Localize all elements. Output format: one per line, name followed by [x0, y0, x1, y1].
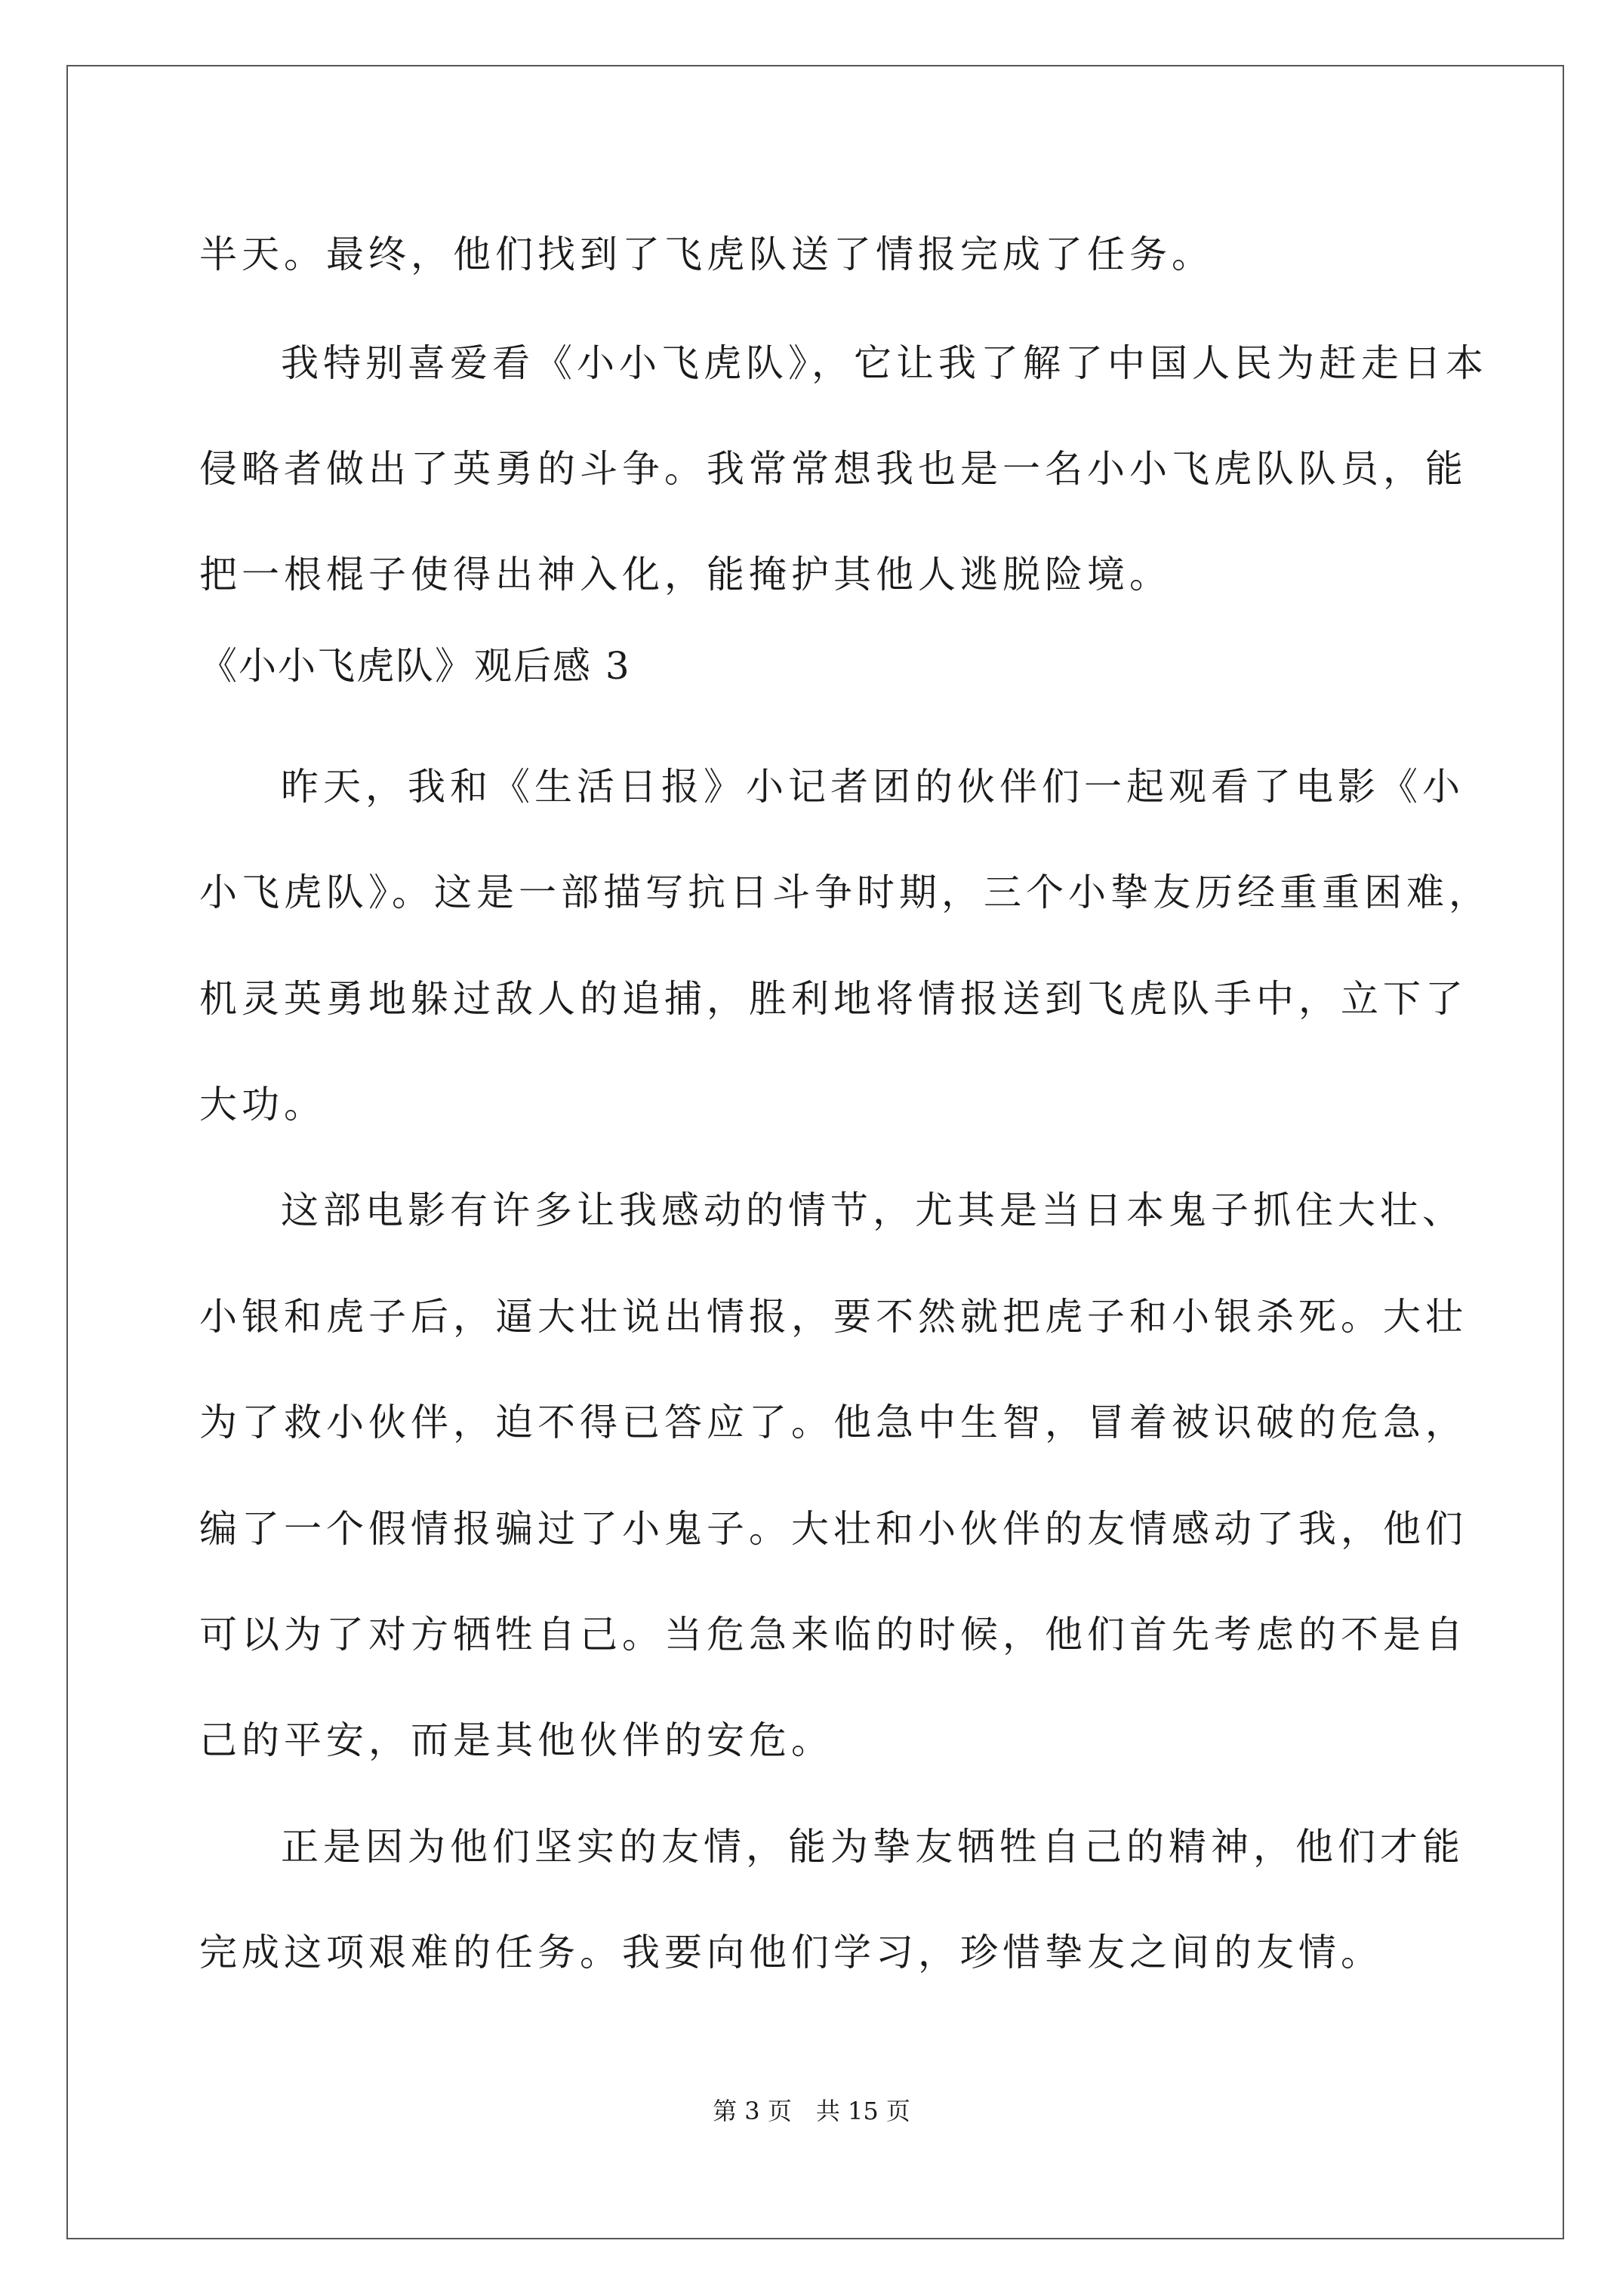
paragraph-line: 我特别喜爱看《小小飞虎队》，它让我了解了中国人民为赶走日本: [281, 341, 1488, 385]
paragraph-line: 半天。最终，他们找到了飞虎队送了情报完成了任务。: [199, 233, 1214, 276]
paragraph-line: 侵略者做出了英勇的斗争。我常常想我也是一名小小飞虎队队员，能: [199, 447, 1467, 491]
paragraph-line: 为了救小伙伴，迫不得已答应了。他急中生智，冒着被识破的危急，: [199, 1401, 1467, 1444]
paragraph-line: 己的平安，而是其他伙伴的安危。: [199, 1718, 833, 1762]
paragraph-line: 小飞虎队》。这是一部描写抗日斗争时期，三个小挚友历经重重困难，: [199, 871, 1491, 914]
paragraph-line: 完成这项艰难的任务。我要向他们学习，珍惜挚友之间的友情。: [199, 1931, 1383, 1974]
page-number: 第 3 页 共 15 页: [713, 2097, 910, 2125]
paragraph-line: 正是因为他们坚实的友情，能为挚友牺牲自己的精神，他们才能: [281, 1825, 1464, 1869]
section-heading: 《小小飞虎队》观后感 3: [199, 644, 631, 688]
paragraph-line: 把一根棍子使得出神入化，能掩护其他人逃脱险境。: [199, 553, 1172, 596]
paragraph-line: 可以为了对方牺牲自己。当危急来临的时候，他们首先考虑的不是自: [199, 1613, 1467, 1657]
paragraph-line: 机灵英勇地躲过敌人的追捕，胜利地将情报送到飞虎队手中，立下了: [199, 977, 1467, 1021]
paragraph-line: 昨天，我和《生活日报》小记者团的伙伴们一起观看了电影《小: [281, 765, 1464, 809]
paragraph-line: 编了一个假情报骗过了小鬼子。大壮和小伙伴的友情感动了我，他们: [199, 1507, 1467, 1551]
paragraph-line: 大功。: [199, 1083, 326, 1126]
page-border: [66, 65, 1564, 2239]
paragraph-line: 这部电影有许多让我感动的情节，尤其是当日本鬼子抓住大壮、: [281, 1188, 1464, 1232]
paragraph-line: 小银和虎子后，逼大壮说出情报，要不然就把虎子和小银杀死。大壮: [199, 1295, 1467, 1339]
